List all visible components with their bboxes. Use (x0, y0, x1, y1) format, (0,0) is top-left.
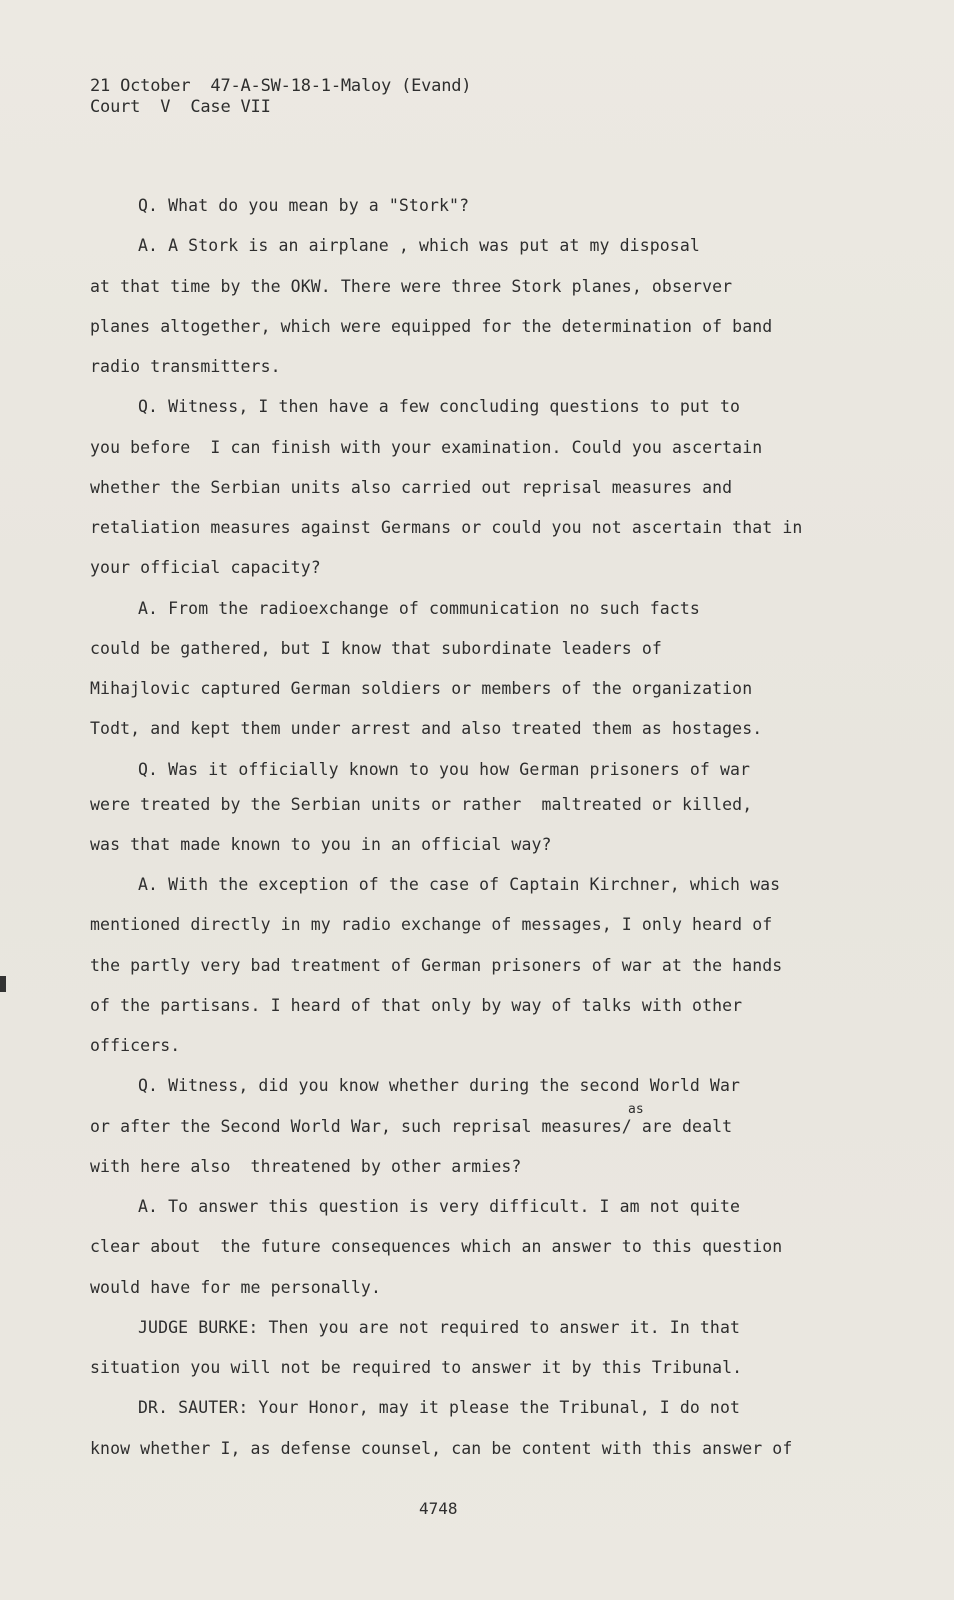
transcript-line: Mihajlovic captured German soldiers or members of the organization (90, 679, 753, 698)
document-header (90, 76, 471, 118)
transcript-line: retaliation measures against Germans or could you not ascertain that in (90, 518, 803, 537)
transcript-line: would have for me personally. (90, 1278, 381, 1297)
transcript-line: A. From the radioexchange of communication no such facts (138, 599, 700, 618)
transcript-line: JUDGE BURKE: Then you are not required to answer it. In that (138, 1318, 741, 1337)
transcript-line: Todt, and kept them under arrest and also treated them as hostages. (90, 719, 763, 738)
transcript-line: or after the Second World War, such reprisal measures/ are dealt (90, 1117, 733, 1136)
transcript-line: Q. Witness, did you know whether during the second World War (138, 1076, 741, 1095)
transcript-line: Q. Was it officially known to you how German prisoners of war (138, 760, 751, 779)
transcript-line: at that time by the OKW. There were three Stork planes, observer (90, 277, 733, 296)
transcript-line: Q. Witness, I then have a few concluding questions to put to (138, 397, 741, 416)
transcript-line: DR. SAUTER: Your Honor, may it please the Tribunal, I do not (138, 1398, 741, 1417)
transcript-line: whether the Serbian units also carried out reprisal measures and (90, 478, 733, 497)
transcript-line: planes altogether, which were equipped for the determination of band (90, 317, 773, 336)
transcript-line: your official capacity? (90, 558, 321, 577)
transcript-line: mentioned directly in my radio exchange of messages, I only heard of (90, 915, 773, 934)
transcript-line: could be gathered, but I know that subordinate leaders of (90, 639, 662, 658)
binding-edge-mark (0, 976, 6, 992)
header-date-reference: 21 October 47-A-SW-18-1-Maloy (Evand) (90, 76, 472, 96)
transcript-line: clear about the future consequences which an answer to this question (90, 1237, 783, 1256)
transcript-line: Q. What do you mean by a "Stork"? (138, 196, 470, 215)
transcript-line: know whether I, as defense counsel, can be content with this answer of (90, 1439, 793, 1458)
interlinear-insertion: as (628, 1102, 644, 1117)
transcript-line: were treated by the Serbian units or rather maltreated or killed, (90, 795, 753, 814)
transcript-line: you before I can finish with your examination. Could you ascertain (90, 438, 763, 457)
transcript-line: officers. (90, 1036, 181, 1055)
transcript-line: was that made known to you in an official way? (90, 835, 552, 854)
transcript-line: the partly very bad treatment of German prisoners of war at the hands (90, 956, 783, 975)
transcript-line: with here also threatened by other armies? (90, 1157, 522, 1176)
header-court-case: Court V Case VII (90, 97, 271, 117)
transcript-line: A. A Stork is an airplane , which was put at my disposal (138, 236, 700, 255)
transcript-line: situation you will not be required to answer it by this Tribunal. (90, 1358, 743, 1377)
page-number: 4748 (419, 1499, 458, 1518)
transcript-line: radio transmitters. (90, 357, 281, 376)
transcript-line: A. To answer this question is very difficult. I am not quite (138, 1197, 741, 1216)
transcript-line: A. With the exception of the case of Captain Kirchner, which was (138, 875, 781, 894)
transcript-line: of the partisans. I heard of that only by way of talks with other (90, 996, 743, 1015)
